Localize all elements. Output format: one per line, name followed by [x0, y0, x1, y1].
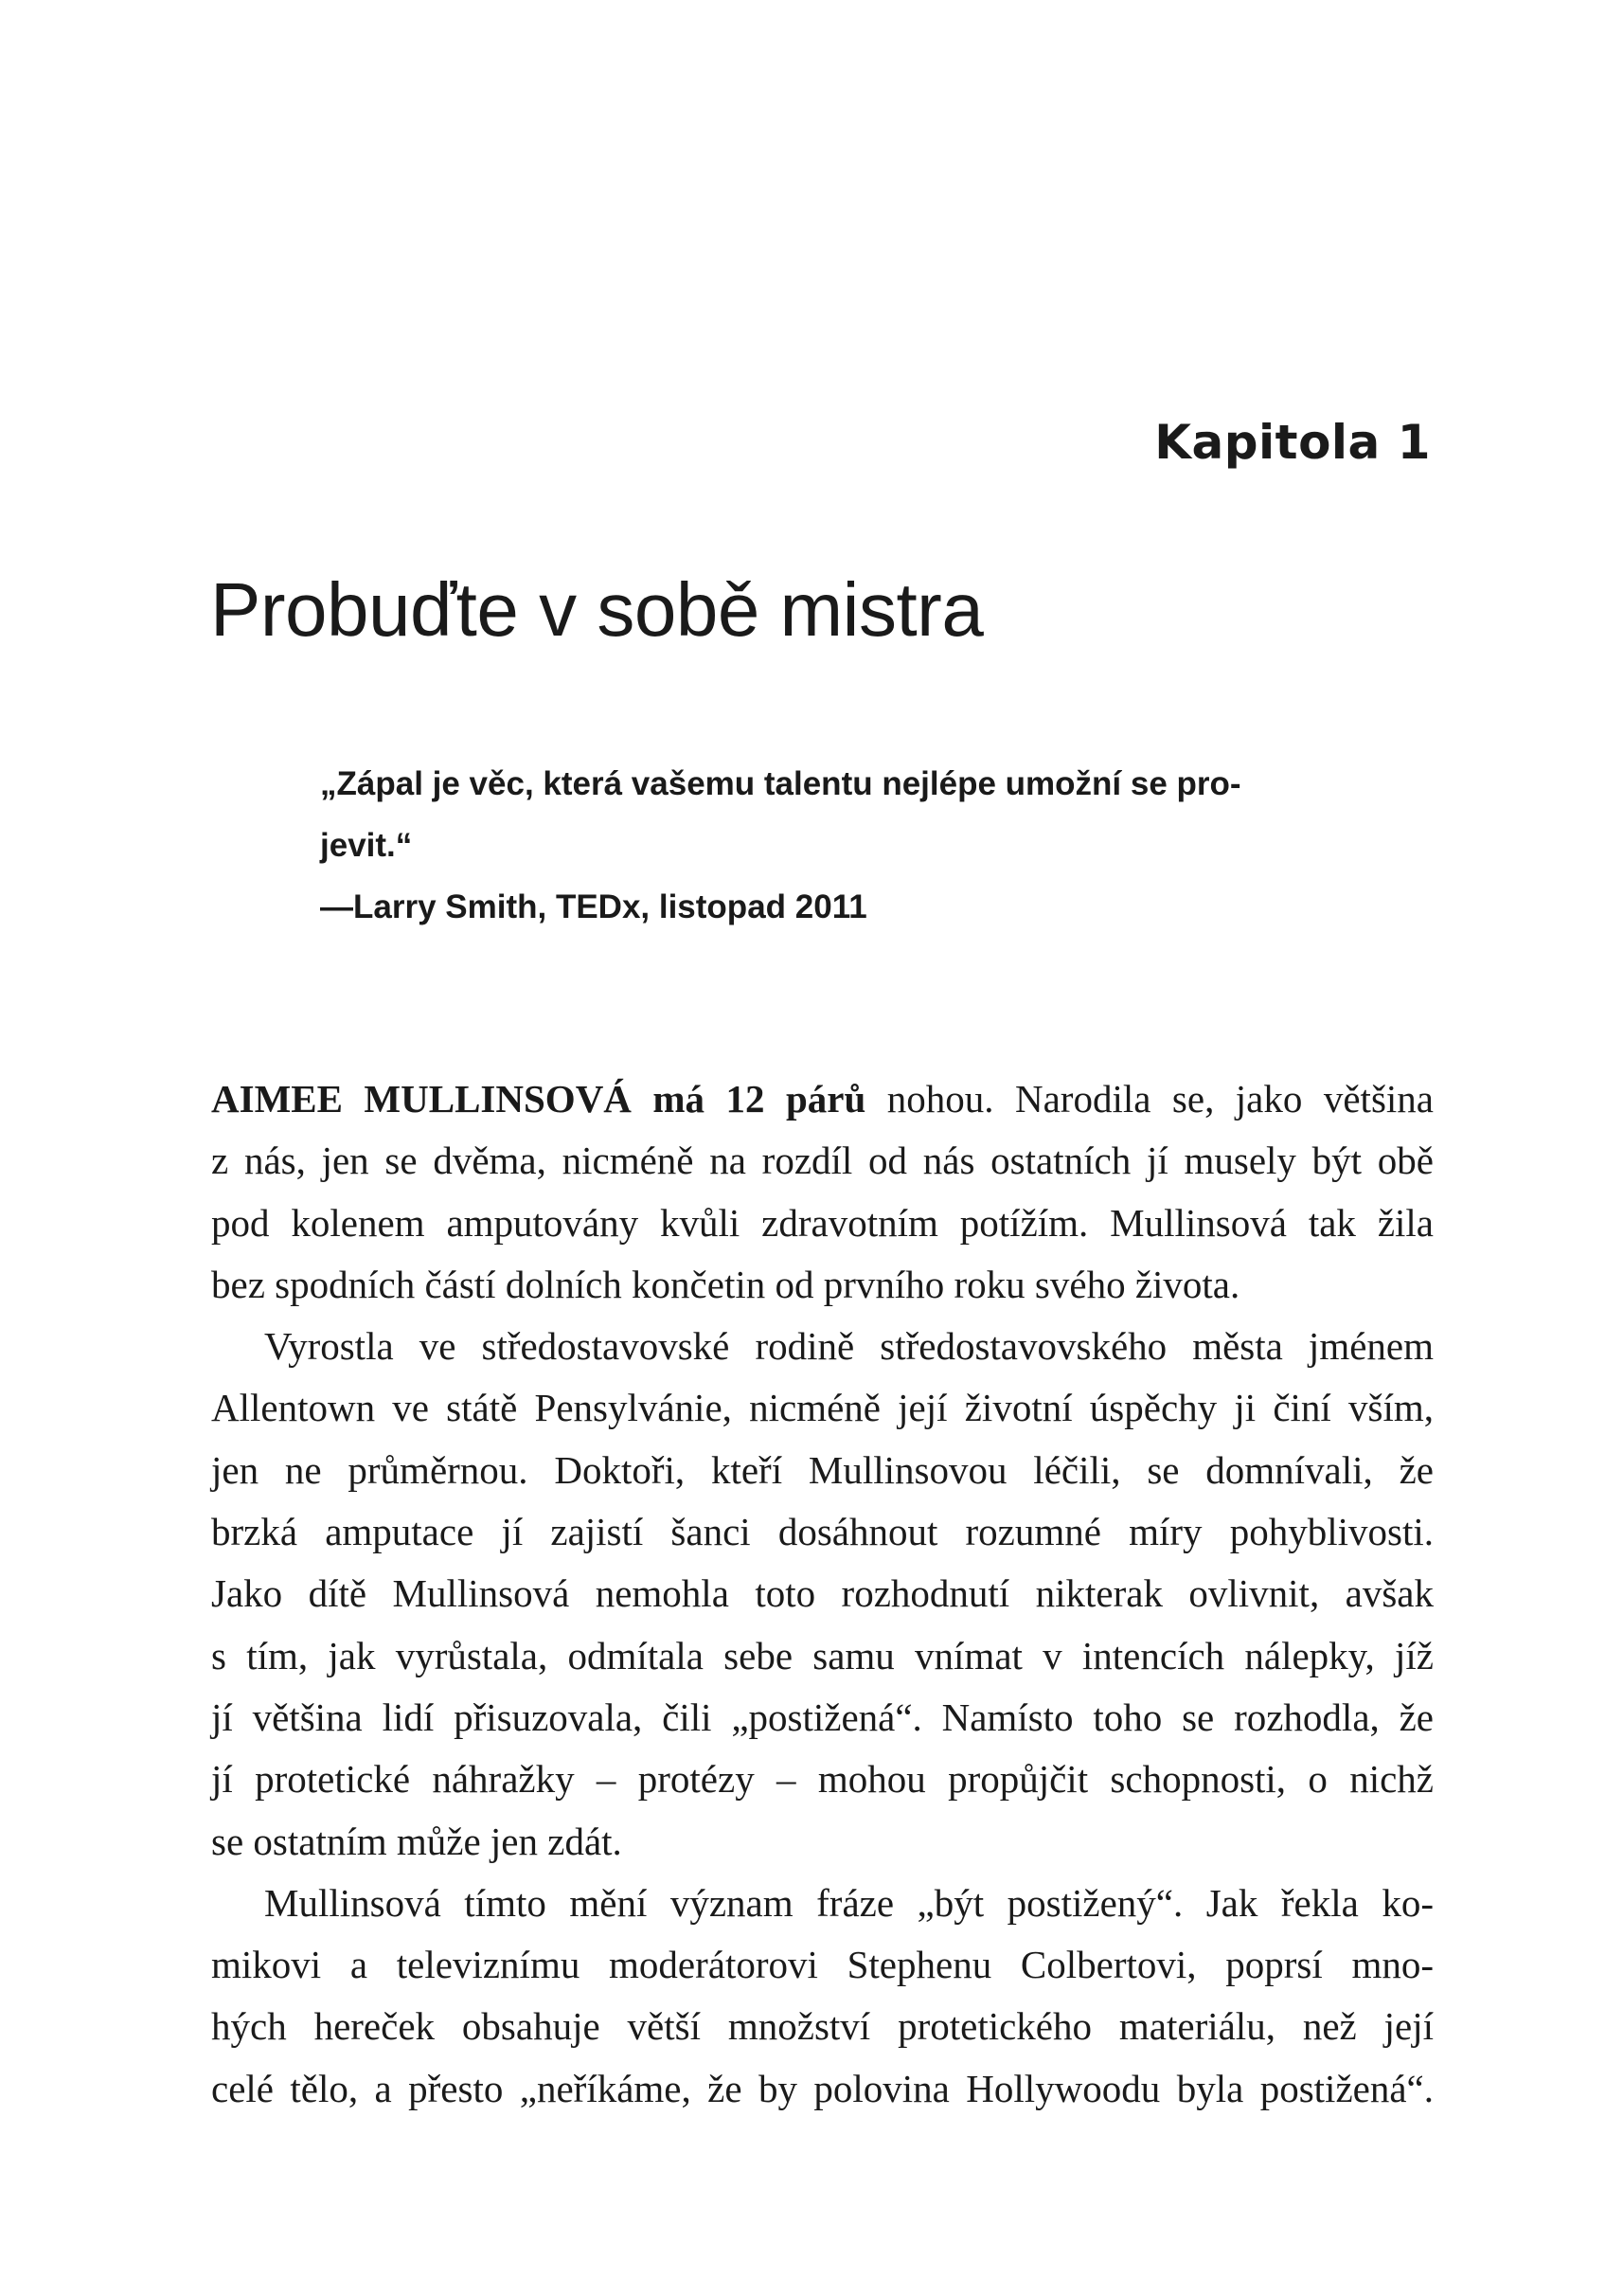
paragraph-line: z nás, jen se dvěma, nicméně na rozdíl od nás ostatních jí musely být obě: [211, 1139, 1434, 1183]
chapter-label: Kapitola 1: [1154, 415, 1431, 470]
paragraph-line: Vyrostla ve středostavovské rodině středostavovského města jménem: [264, 1324, 1434, 1369]
line-text: nohou. Narodila se, jako většina: [865, 1077, 1434, 1121]
epigraph-line: „Zápal je věc, která vašemu talentu nejlépe umožní se pro-: [320, 765, 1241, 802]
paragraph-line: celé tělo, a přesto „neříkáme, že by polovina Hollywoodu byla postižená“.: [211, 2066, 1434, 2110]
paragraph-line: jí většina lidí přisuzovala, čili „postižená“. Namísto toho se rozhodla, že: [211, 1695, 1434, 1739]
epigraph: [320, 753, 1241, 938]
paragraph-line: [211, 1068, 1434, 1130]
paragraph-line: Allentown ve státě Pensylvánie, nicméně její životní úspěchy ji činí vším,: [211, 1386, 1434, 1430]
paragraph-line: s tím, jak vyrůstala, odmítala sebe samu vnímat v intencích nálepky, jíž: [211, 1633, 1434, 1677]
paragraph-line: mikovi a televiznímu moderátorovi Stephenu Colbertovi, poprsí mno-: [211, 1943, 1434, 1987]
paragraph-line: jen ne průměrnou. Doktoři, kteří Mullinsovou léčili, se domnívali, že: [211, 1447, 1434, 1492]
paragraph-line: hých hereček obsahuje větší množství protetického materiálu, než její: [211, 2004, 1434, 2049]
epigraph-line: jevit.“: [320, 827, 413, 864]
paragraph-line: bez spodních částí dolních končetin od prvního roku svého života.: [211, 1262, 1240, 1306]
lead-in: AIMEE MULLINSOVÁ má 12 párů: [211, 1077, 866, 1121]
body-text: [211, 1068, 1434, 2120]
paragraph-line: Mullinsová tímto mění význam fráze „být postižený“. Jak řekla ko-: [264, 1880, 1434, 1925]
paragraph-line: Jako dítě Mullinsová nemohla toto rozhodnutí nikterak ovlivnit, avšak: [211, 1571, 1434, 1616]
chapter-title: Probuďte v sobě mistra: [210, 567, 984, 652]
paragraph-line: brzká amputace jí zajistí šanci dosáhnout rozumné míry pohyblivosti.: [211, 1510, 1434, 1554]
paragraph-line: jí protetické náhražky – protézy – mohou propůjčit schopnosti, o nichž: [211, 1757, 1434, 1802]
paragraph-line: pod kolenem amputovány kvůli zdravotním potížím. Mullinsová tak žila: [211, 1200, 1434, 1245]
epigraph-attribution: —Larry Smith, TEDx, listopad 2011: [320, 888, 867, 925]
paragraph-line: se ostatním může jen zdát.: [211, 1819, 622, 1863]
